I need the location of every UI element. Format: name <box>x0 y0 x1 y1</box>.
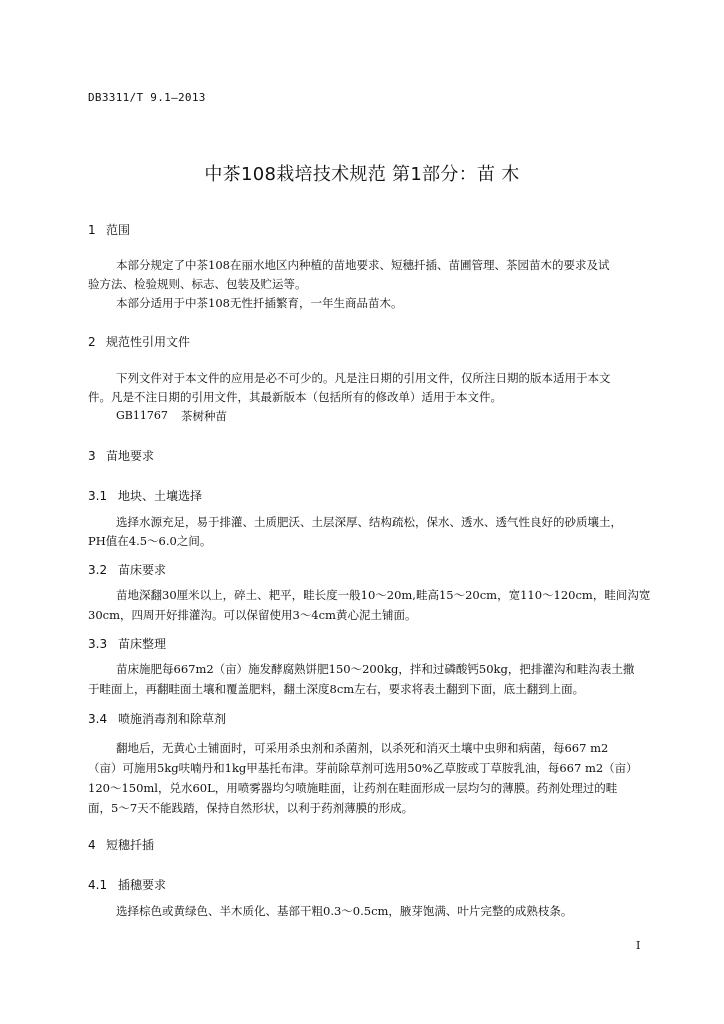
section-2-heading <box>88 333 190 350</box>
document-code-header: DB3311/T 9.1—2013 <box>88 91 206 104</box>
section-3-heading <box>88 447 154 464</box>
paragraph-line: 面，5～7天不能践踏，保持自然形状，以利于药剂薄膜的形成。 <box>88 801 414 815</box>
paragraph-line: PH值在4.5～6.0之间。 <box>88 534 212 548</box>
subsection-number: 3.2 <box>88 563 108 577</box>
reference-name: 茶树种苗 <box>181 409 227 423</box>
subsection-4-1-heading <box>88 876 166 893</box>
paragraph-line: 本部分适用于中茶108无性扦插繁育，一年生商品苗木。 <box>116 296 403 310</box>
paragraph-line: 30cm，四周开好排灌沟。可以保留使用3～4cm黄心泥土铺面。 <box>88 608 417 622</box>
section-1-heading <box>88 221 130 238</box>
subsection-number: 4.1 <box>88 878 108 892</box>
paragraph-line: 选择水源充足，易于排灌、土质肥沃、土层深厚、结构疏松，保水、透水、透气性良好的砂质壤土， <box>116 515 622 529</box>
section-number: 2 <box>88 335 96 349</box>
paragraph-line: 下列文件对于本文件的应用是必不可少的。凡是注日期的引用文件，仅所注日期的版本适用于本文 <box>116 371 611 385</box>
paragraph-line: 于畦面上，再翻畦面土壤和覆盖肥料，翻土深度8cm左右，要求将表土翻到下面，底土翻到上面。 <box>88 682 585 696</box>
paragraph-line: 验方法、检验规则、标志、包装及贮运等。 <box>88 277 307 291</box>
section-title: 规范性引用文件 <box>106 335 191 349</box>
subsection-number: 3.4 <box>88 712 108 726</box>
document-title: 中茶108栽培技术规范 第1部分：苗 木 <box>204 164 520 185</box>
paragraph-line: 件。凡是不注日期的引用文件，其最新版本（包括所有的修改单）适用于本文件。 <box>88 390 502 404</box>
subsection-title: 插穗要求 <box>118 878 167 892</box>
subsection-title: 苗床要求 <box>118 563 167 577</box>
paragraph-line: 选择棕色或黄绿色、半木质化、基部干粗0.3～0.5cm，腋芽饱满、叶片完整的成熟枝条。 <box>116 904 573 918</box>
subsection-3-3-heading <box>88 635 166 652</box>
subsection-3-2-heading <box>88 561 166 578</box>
section-title: 苗地要求 <box>106 449 155 463</box>
section-title: 短穗扦插 <box>106 838 155 852</box>
paragraph-line: 苗床施肥每667m2（亩）施发酵腐熟饼肥150～200kg，拌和过磷酸钙50kg，把排灌沟和畦沟表土撒 <box>116 662 635 676</box>
subsection-title: 苗床整理 <box>118 637 167 651</box>
section-number: 3 <box>88 449 96 463</box>
subsection-3-4-heading <box>88 710 226 727</box>
paragraph-line: 翻地后，无黄心土铺面时，可采用杀虫剂和杀菌剂，以杀死和消灭土壤中虫卵和病菌，每667 m2 <box>116 741 609 755</box>
subsection-title: 地块、土壤选择 <box>118 489 203 503</box>
subsection-title: 喷施消毒剂和除草剂 <box>118 712 227 726</box>
subsection-number: 3.3 <box>88 637 108 651</box>
paragraph-line: 本部分规定了中茶108在丽水地区内种植的苗地要求、短穗扦插、苗圃管理、茶园苗木的要求及试 <box>116 258 610 272</box>
section-title: 范围 <box>106 223 131 237</box>
section-number: 4 <box>88 838 96 852</box>
subsection-3-1-heading <box>88 487 202 504</box>
page-number: I <box>636 939 641 952</box>
paragraph-line: （亩）可施用5kg呋喃丹和1kg甲基托布津。芽前除草剂可选用50%乙草胺或丁草胺乳油，每667 m2（亩） <box>88 761 638 775</box>
subsection-number: 3.1 <box>88 489 108 503</box>
section-number: 1 <box>88 223 96 237</box>
reference-code: GB11767 <box>116 409 168 422</box>
paragraph-line: 苗地深翻30厘米以上，碎土、耙平，畦长度一般10～20m,畦高15～20cm，宽110～120cm，畦间沟宽 <box>116 588 651 602</box>
section-4-heading <box>88 836 154 853</box>
paragraph-line: 120～150ml，兑水60L，用喷雾器均匀喷施畦面，让药剂在畦面形成一层均匀的薄膜。药剂处理过的畦 <box>88 781 618 795</box>
